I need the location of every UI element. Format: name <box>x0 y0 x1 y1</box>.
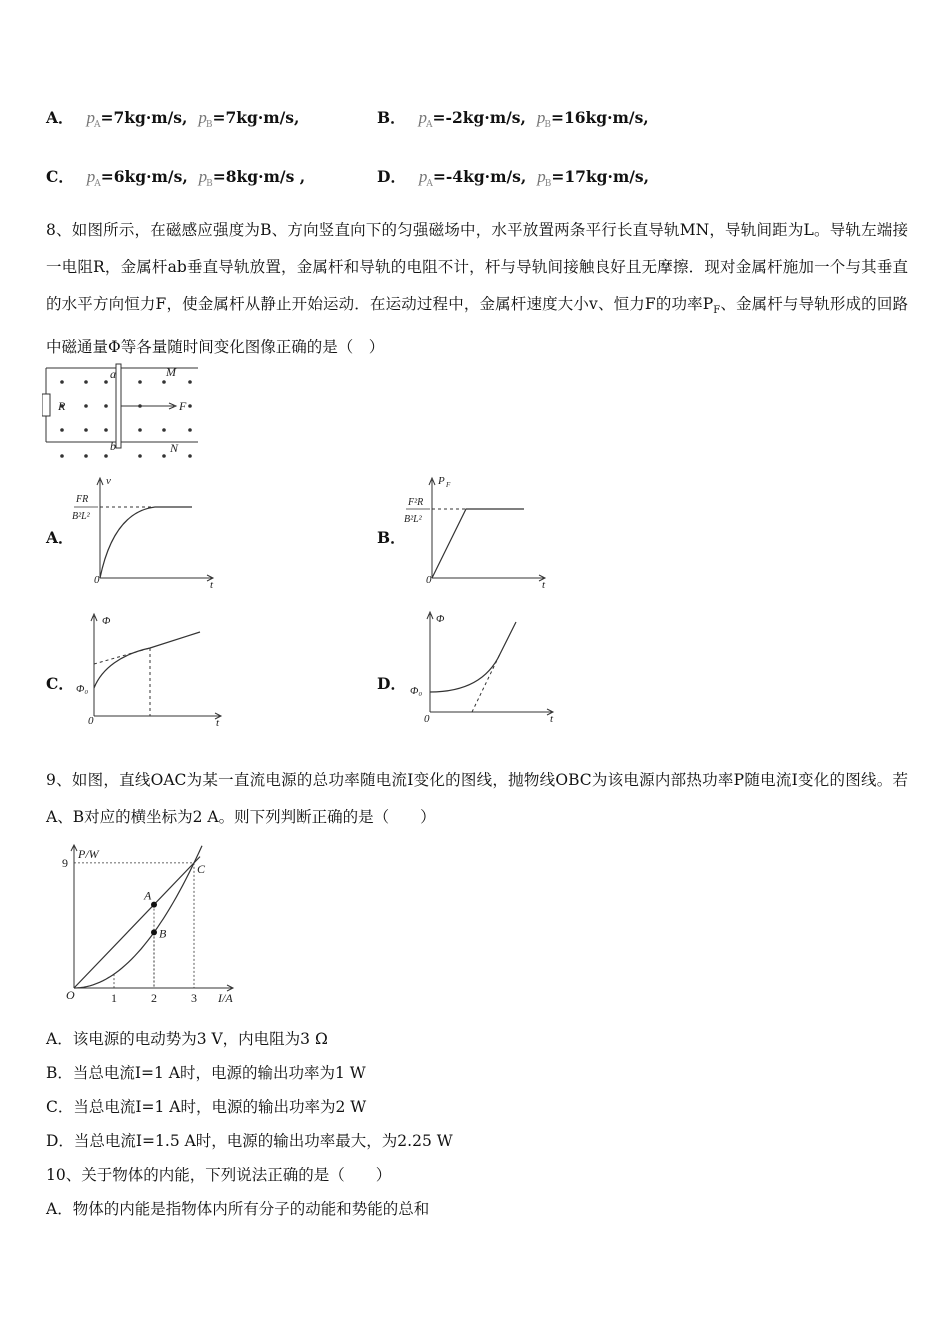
pa-value: =-4kg·m/s, <box>432 167 527 186</box>
y-axis-label: Φ <box>102 615 111 627</box>
q8-stem-end: 、金属杆与导轨形成的回路中磁通量Φ等各量随时间变化图像正确的是（ ） <box>46 295 908 357</box>
option-letter: B． <box>377 528 406 547</box>
pb-sub: B <box>544 120 551 130</box>
point-label-A: A <box>144 888 152 903</box>
series-line-OAC <box>74 857 200 988</box>
phi0-label: Φ₀ <box>76 683 89 695</box>
pa-value: =-2kg·m/s, <box>432 108 526 127</box>
x-axis-label: t <box>210 579 214 588</box>
label-N: N <box>170 441 179 455</box>
pb-value: =8kg·m/s , <box>212 167 306 186</box>
pb-sub: B <box>205 120 213 130</box>
pb-value: =7kg·m/s, <box>212 108 300 127</box>
x-tick-label: 1 <box>111 991 117 1005</box>
origin-label: O <box>66 988 75 1002</box>
y-axis-sub: F <box>446 481 451 489</box>
option-letter: D． <box>377 167 406 186</box>
level-denominator: B²L² <box>404 514 422 525</box>
pa-symbol: p <box>86 167 96 186</box>
x-tick-label: 3 <box>191 991 197 1005</box>
x-axis-label: t <box>550 713 554 725</box>
q8-option-c-letter <box>46 672 74 694</box>
option-letter: D． <box>377 674 406 693</box>
q9-option-b: B．当总电流I=1 A时，电源的输出功率为1 W <box>46 1064 366 1082</box>
pb-symbol: p <box>198 108 207 127</box>
pa-sub: A <box>93 120 101 130</box>
origin-label: 0 <box>426 574 432 586</box>
q7-option-c <box>46 165 305 189</box>
phi0-label: Φ₀ <box>410 685 423 697</box>
pb-sub: B <box>544 179 552 189</box>
q7-option-b <box>377 106 649 130</box>
pb-symbol: p <box>537 167 546 186</box>
y-axis-label: P/W <box>78 847 99 861</box>
point-A <box>151 902 157 908</box>
point-label-C: C <box>197 861 206 876</box>
pa-value: =7kg·m/s, <box>100 108 188 127</box>
pa-sub: A <box>94 179 101 189</box>
q10-option-a: A．物体的内能是指物体内所有分子的动能和势能的总和 <box>46 1200 430 1218</box>
label-a: a <box>110 367 116 381</box>
y-axis-label: P <box>438 475 445 487</box>
pa-symbol: p <box>86 108 95 127</box>
point-B <box>151 929 157 935</box>
option-letter: C． <box>46 167 74 186</box>
x-axis-label: t <box>542 579 546 588</box>
origin-label: 0 <box>424 713 430 725</box>
q8-stem-text: 8、如图所示，在磁感应强度为B、方向竖直向下的匀强磁场中，水平放置两条平行长直导轨MN，导轨间距为L。导轨左端接一电阻R，金属杆ab垂直导轨放置，金属杆和导轨的电阻不计，杆与导轨间接触良好且无摩擦．现对金属杆施加一个与其垂直的水平方向恒力F，使金属杆从静止开始运动．在运动过程中，金属杆速度大小v、恒力F的功率P <box>46 221 908 313</box>
q8-graph-b <box>402 472 562 588</box>
y-axis-label: v <box>106 475 111 487</box>
level-numerator: F²R <box>408 497 424 508</box>
q8-stem-sub: F <box>713 305 721 317</box>
q8-rail-figure <box>42 362 202 460</box>
pa-symbol: p <box>418 108 428 127</box>
q9-option-d: D．当总电流I=1.5 A时，电源的输出功率最大，为2.25 W <box>46 1132 453 1150</box>
q9-option-c: C．当总电流I=1 A时，电源的输出功率为2 W <box>46 1098 367 1116</box>
label-R: R <box>58 399 66 413</box>
q8-option-d-letter <box>377 672 406 694</box>
option-letter: A． <box>46 108 74 127</box>
pa-value: =6kg·m/s, <box>100 167 188 186</box>
y-axis-label: Φ <box>436 613 445 625</box>
pb-value: =16kg·m/s, <box>550 108 649 127</box>
q8-stem <box>46 212 908 366</box>
q10-stem: 10、关于物体的内能，下列说法正确的是（ ） <box>46 1166 392 1184</box>
point-label-B: B <box>159 926 167 941</box>
q8-graph-c <box>72 608 232 732</box>
q7-option-d <box>377 165 649 189</box>
pb-symbol: p <box>536 108 546 127</box>
pb-sub: B <box>206 179 213 189</box>
y-tick-label: 9 <box>62 855 68 870</box>
label-F: F <box>179 399 187 413</box>
origin-label: 0 <box>94 574 100 586</box>
level-denominator: B²L² <box>72 511 90 522</box>
q8-graph-d <box>404 606 564 732</box>
q8-graph-a <box>70 472 230 588</box>
x-tick-label: 2 <box>151 991 157 1005</box>
option-letter: A． <box>46 528 74 547</box>
option-letter: B． <box>377 108 406 127</box>
q7-option-a <box>46 106 299 130</box>
q9-option-a: A．该电源的电动势为3 V，内电阻为3 Ω <box>46 1030 328 1048</box>
pa-sub: A <box>426 120 433 130</box>
series-curve-OBC <box>74 846 202 988</box>
x-axis-label: t <box>216 717 220 729</box>
origin-label: 0 <box>88 715 94 727</box>
resistor-icon <box>42 394 50 416</box>
metal-rod <box>116 364 121 448</box>
pa-sub: A <box>426 179 433 189</box>
pb-symbol: p <box>198 167 208 186</box>
option-letter: C． <box>46 674 74 693</box>
q9-stem: 9、如图，直线OAC为某一直流电源的总功率随电流I变化的图线，抛物线OBC为该电源内部热功率P随电流I变化的图线。若A、B对应的横坐标为2 A。则下列判断正确的是（ ） <box>46 771 908 826</box>
pa-symbol: p <box>418 167 428 186</box>
pb-value: =17kg·m/s, <box>551 167 650 186</box>
level-numerator: FR <box>76 494 89 505</box>
q9-power-chart <box>56 842 246 1008</box>
label-b: b <box>110 439 116 453</box>
label-M: M <box>166 365 176 379</box>
x-axis-label: I/A <box>218 991 233 1005</box>
